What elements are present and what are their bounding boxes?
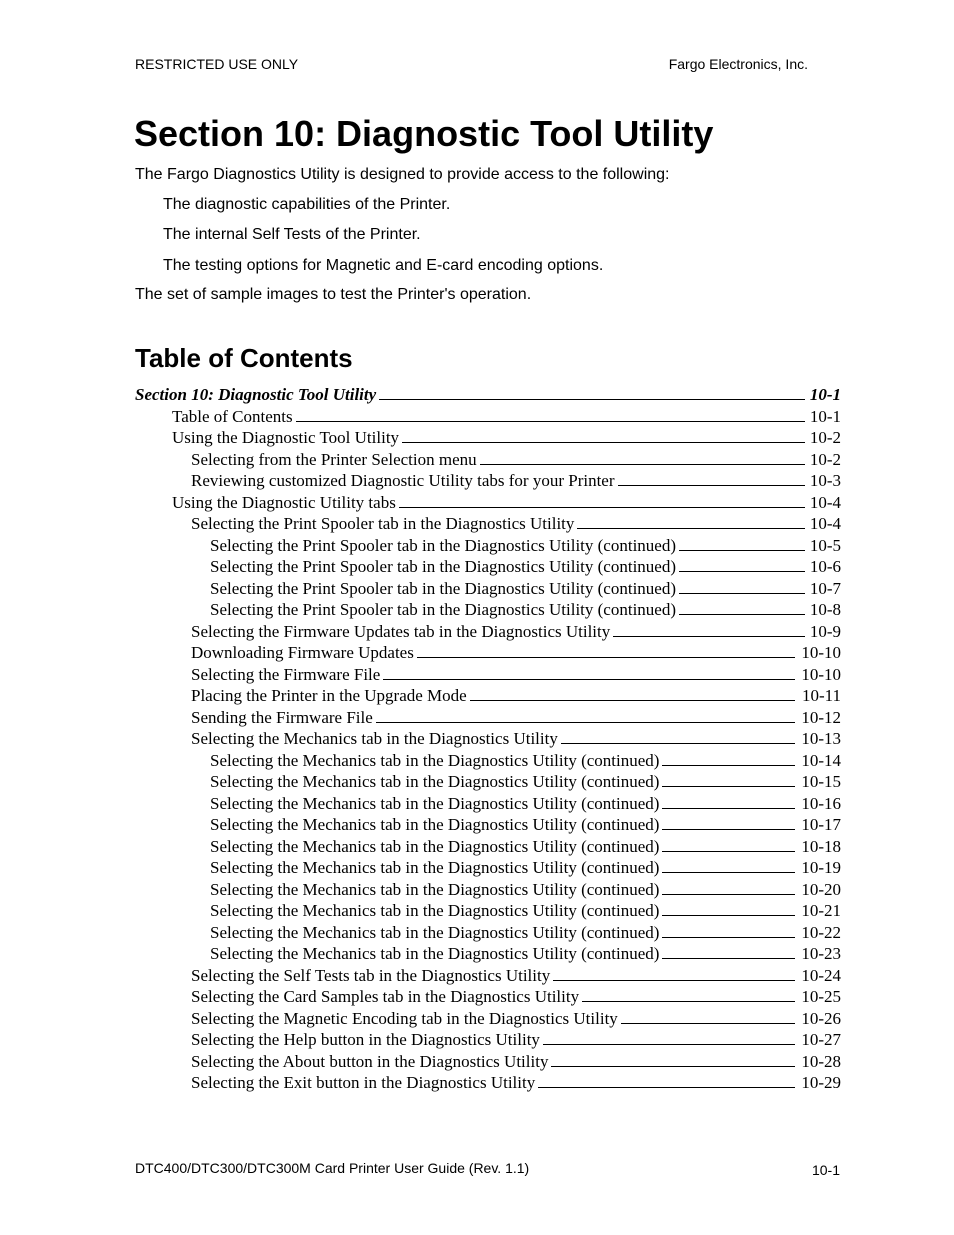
bullet-item: The internal Self Tests of the Printer.: [163, 226, 421, 243]
toc-entry-title: Selecting the Mechanics tab in the Diagnostics Utility (continued): [210, 879, 660, 899]
toc-entry-title: Selecting the Print Spooler tab in the Diagnostics Utility (continued): [210, 535, 677, 555]
toc-leader-line: [679, 600, 805, 615]
toc-entry-page: 10-12: [801, 707, 841, 727]
toc-entry[interactable]: [191, 685, 841, 706]
toc-leader-line: [553, 966, 795, 981]
header-company-label: Fargo Electronics, Inc.: [668, 56, 808, 72]
toc-leader-line: [577, 514, 805, 529]
toc-entry-title: Selecting the Firmware Updates tab in the Diagnostics Utility: [191, 621, 611, 641]
toc-leader-line: [662, 944, 795, 959]
toc-leader-line: [662, 751, 795, 766]
toc-entry-page: 10-1: [809, 385, 841, 404]
toc-entry-title: Selecting the Print Spooler tab in the Diagnostics Utility (continued): [210, 578, 677, 598]
toc-entry-page: 10-3: [809, 471, 841, 490]
toc-leader-line: [480, 450, 805, 465]
toc-entry[interactable]: [210, 599, 841, 620]
toc-entry-page: 10-11: [801, 686, 841, 705]
toc-entry[interactable]: [191, 642, 841, 663]
toc-leader-line: [582, 987, 795, 1002]
toc-entry-page: 10-1: [809, 406, 841, 426]
toc-entry[interactable]: [191, 664, 841, 685]
toc-heading: Table of Contents: [135, 343, 353, 373]
toc-entry[interactable]: [191, 965, 841, 986]
toc-entry[interactable]: [172, 492, 841, 513]
toc-leader-line: [613, 622, 805, 637]
toc-entry-page: 10-9: [809, 621, 841, 641]
toc-leader-line: [662, 837, 795, 852]
toc-entry-page: 10-28: [801, 1051, 841, 1071]
toc-entry-title: Using the Diagnostic Tool Utility: [172, 428, 400, 447]
toc-entry-title: Selecting the Mechanics tab in the Diagnostics Utility (continued): [210, 901, 660, 920]
toc-entry[interactable]: [191, 1029, 841, 1050]
toc-entry[interactable]: [210, 857, 841, 878]
toc-entry-page: 10-29: [801, 1073, 841, 1092]
toc-leader-line: [679, 579, 805, 594]
toc-entry-page: 10-14: [801, 750, 841, 770]
toc-entry-title: Selecting the Mechanics tab in the Diagnostics Utility: [191, 729, 558, 748]
toc-leader-line: [618, 471, 805, 486]
toc-entry[interactable]: [191, 513, 841, 534]
toc-entry-page: 10-8: [809, 600, 841, 619]
toc-entry[interactable]: [210, 836, 841, 857]
toc-entry[interactable]: [210, 750, 841, 771]
toc-entry-page: 10-10: [801, 643, 841, 662]
toc-entry-title: Selecting the Self Tests tab in the Diagnostics Utility: [191, 965, 551, 985]
toc-entry-page: 10-25: [801, 987, 841, 1006]
toc-entry-page: 10-17: [801, 815, 841, 834]
toc-leader-line: [538, 1073, 795, 1088]
toc-leader-line: [662, 923, 795, 938]
toc-entry-title: Selecting the Mechanics tab in the Diagnostics Utility (continued): [210, 858, 660, 877]
toc-entry[interactable]: [191, 470, 841, 491]
toc-entry-title: Selecting the About button in the Diagnostics Utility: [191, 1051, 549, 1071]
toc-entry[interactable]: [191, 1072, 841, 1093]
toc-entry-title: Selecting the Print Spooler tab in the Diagnostics Utility: [191, 514, 575, 533]
toc-entry-title: Selecting the Help button in the Diagnostics Utility: [191, 1030, 540, 1049]
toc-entry-title: Selecting the Mechanics tab in the Diagnostics Utility (continued): [210, 815, 660, 834]
toc-entry-title: Selecting the Card Samples tab in the Diagnostics Utility: [191, 987, 580, 1006]
toc-leader-line: [402, 428, 805, 443]
toc-entry[interactable]: [191, 986, 841, 1007]
toc-leader-line: [470, 686, 795, 701]
toc-entry-page: 10-16: [801, 793, 841, 813]
toc-entry-page: 10-2: [809, 428, 841, 447]
toc-entry[interactable]: [191, 1008, 841, 1029]
toc-entry-page: 10-24: [801, 965, 841, 985]
toc-entry-title: Reviewing customized Diagnostic Utility tabs for your Printer: [191, 471, 615, 490]
toc-entry-page: 10-15: [801, 772, 841, 791]
header-restricted-label: RESTRICTED USE ONLY: [135, 56, 299, 72]
toc-entry-title: Selecting the Print Spooler tab in the Diagnostics Utility (continued): [210, 600, 677, 619]
toc-leader-line: [376, 708, 795, 723]
toc-entry[interactable]: [172, 427, 841, 448]
toc-leader-line: [551, 1052, 795, 1067]
toc-entry[interactable]: [210, 535, 841, 556]
toc-entry-title: Selecting the Mechanics tab in the Diagnostics Utility (continued): [210, 944, 660, 963]
toc-leader-line: [417, 643, 795, 658]
toc-entry-page: 10-4: [809, 514, 841, 533]
toc-entry-page: 10-21: [801, 901, 841, 920]
toc-entry-page: 10-13: [801, 729, 841, 748]
toc-entry[interactable]: [210, 922, 841, 943]
toc-entry-page: 10-4: [809, 492, 841, 512]
toc-entry-page: 10-5: [809, 535, 841, 555]
toc-entry-page: 10-23: [801, 944, 841, 963]
toc-entry-page: 10-27: [801, 1030, 841, 1049]
toc-leader-line: [383, 665, 795, 680]
toc-entry-title: Selecting the Mechanics tab in the Diagnostics Utility (continued): [210, 793, 660, 813]
toc-entry[interactable]: [210, 943, 841, 964]
toc-leader-line: [543, 1030, 795, 1045]
page-title: Section 10: Diagnostic Tool Utility: [134, 113, 714, 154]
toc-entry-page: 10-7: [809, 578, 841, 598]
toc-entry-title: Section 10: Diagnostic Tool Utility: [135, 385, 377, 404]
toc-entry-page: 10-6: [809, 557, 841, 576]
footer-page-number: 10-1: [811, 1162, 840, 1178]
toc-entry-title: Selecting the Print Spooler tab in the Diagnostics Utility (continued): [210, 557, 677, 576]
toc-leader-line: [662, 901, 795, 916]
toc-leader-line: [662, 794, 795, 809]
toc-entry[interactable]: [210, 879, 841, 900]
toc-entry[interactable]: [191, 1051, 841, 1072]
toc-leader-line: [679, 557, 805, 572]
bullet-item: The testing options for Magnetic and E-card encoding options.: [163, 257, 604, 274]
toc-entry-title: Downloading Firmware Updates: [191, 643, 414, 662]
toc-entry-title: Table of Contents: [172, 406, 293, 426]
toc-entry[interactable]: [191, 728, 841, 749]
sample-images-line: The set of sample images to test the Printer's operation.: [135, 286, 532, 303]
toc-entry[interactable]: [135, 384, 841, 405]
toc-entry[interactable]: [210, 556, 841, 577]
toc-entry-page: 10-10: [801, 664, 841, 684]
toc-entry-title: Using the Diagnostic Utility tabs: [172, 492, 396, 512]
intro-paragraph: The Fargo Diagnostics Utility is designed to provide access to the following:: [135, 166, 670, 183]
toc-entry-title: Selecting the Mechanics tab in the Diagnostics Utility (continued): [210, 836, 660, 856]
toc-entry-title: Selecting the Mechanics tab in the Diagnostics Utility (continued): [210, 772, 660, 791]
toc-entry[interactable]: [191, 449, 841, 470]
toc-entry[interactable]: [191, 707, 841, 728]
toc-leader-line: [296, 407, 805, 422]
toc-entry-page: 10-26: [801, 1008, 841, 1028]
toc-entry-title: Selecting the Mechanics tab in the Diagnostics Utility (continued): [210, 750, 660, 770]
toc-entry-title: Selecting the Exit button in the Diagnostics Utility: [191, 1073, 536, 1092]
toc-entry-title: Selecting the Firmware File: [191, 664, 381, 684]
toc-entry[interactable]: [210, 814, 841, 835]
toc-leader-line: [399, 493, 805, 508]
toc-leader-line: [662, 858, 795, 873]
toc-entry-page: 10-19: [801, 858, 841, 877]
toc-entry-title: Placing the Printer in the Upgrade Mode: [191, 686, 467, 705]
toc-leader-line: [662, 880, 795, 895]
toc-entry-page: 10-22: [801, 922, 841, 942]
toc-entry-title: Selecting from the Printer Selection menu: [191, 449, 477, 469]
toc-entry-title: Selecting the Magnetic Encoding tab in the Diagnostics Utility: [191, 1008, 618, 1028]
toc-entry-page: 10-2: [809, 449, 841, 469]
bullet-item: The diagnostic capabilities of the Printer.: [163, 196, 451, 213]
toc-entry-page: 10-20: [801, 879, 841, 899]
toc-entry-title: Sending the Firmware File: [191, 707, 373, 727]
toc-leader-line: [679, 536, 805, 551]
toc-leader-line: [621, 1009, 795, 1024]
toc-entry[interactable]: [172, 406, 841, 427]
toc-entry[interactable]: [210, 793, 841, 814]
toc-leader-line: [379, 385, 805, 400]
toc-entry-page: 10-18: [801, 836, 841, 856]
toc-leader-line: [561, 729, 795, 744]
toc-entry[interactable]: [210, 578, 841, 599]
toc-leader-line: [662, 772, 795, 787]
toc-entry[interactable]: [210, 771, 841, 792]
toc-entry[interactable]: [210, 900, 841, 921]
toc-leader-line: [662, 815, 795, 830]
footer-guide-title: DTC400/DTC300/DTC300M Card Printer User Guide (Rev. 1.1): [135, 1160, 530, 1176]
toc-entry-title: Selecting the Mechanics tab in the Diagnostics Utility (continued): [210, 922, 660, 942]
toc-entry[interactable]: [191, 621, 841, 642]
